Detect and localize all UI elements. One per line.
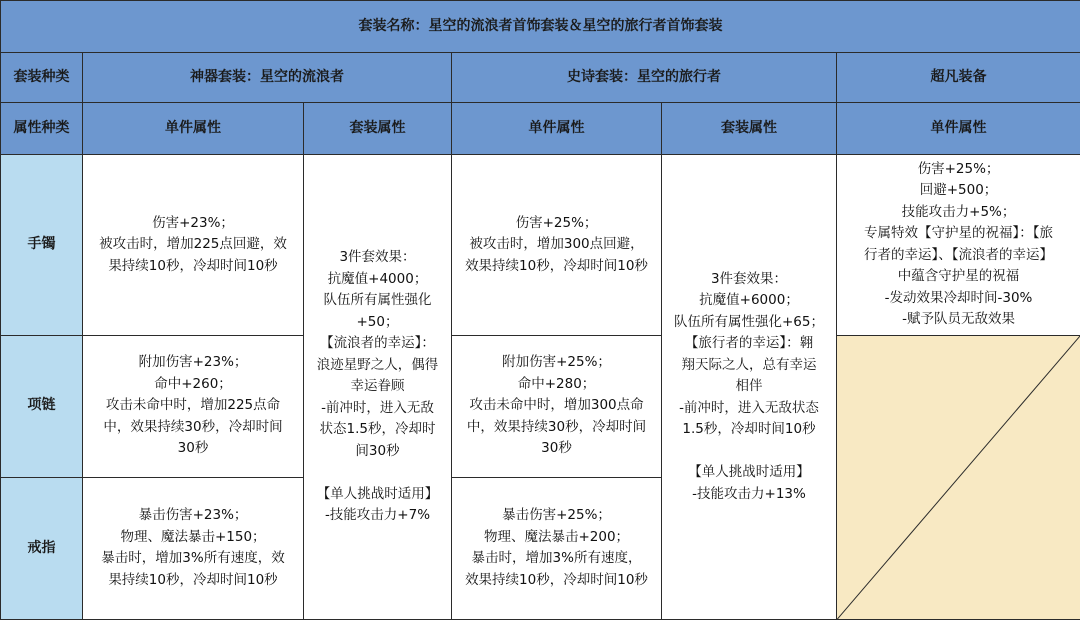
artifact-single-attr-header: 单件属性 [83,103,304,155]
artifact-ring-attrs: 暴击伤害+23%； 物理、魔法暴击+150； 暴击时，增加3%所有速度，效 果持续10秒，冷却时间10秒 [83,477,304,619]
epic-single-attr-header: 单件属性 [452,103,662,155]
diagonal-slash [837,336,1080,619]
slot-necklace: 项链 [1,335,83,477]
epic-set-effect: 3件套效果： 抗魔值+6000； 队伍所有属性强化+65； 【旅行者的幸运】：翱 翔天际之人，总有幸运 相伴 -前冲时，进入无敌状态 1.5秒，冷却时间10秒 【单人挑战时适用】 -技能攻击力+13% [662,155,837,620]
artifact-set-attr-header: 套装属性 [304,103,452,155]
artifact-necklace-attrs: 附加伤害+23%； 命中+260； 攻击未命中时，增加225点命 中，效果持续30秒，冷却时间 30秒 [83,335,304,477]
transcendent-bracelet-attrs: 伤害+25%； 回避+500； 技能攻击力+5%； 专属特效【守护星的祝福】：【旅 行者的幸运】、【流浪者的幸运】 中蕴含守护星的祝福 -发动效果冷却时间-30% -赋予队员无敌效果 [837,155,1080,335]
artifact-set-effect: 3件套效果： 抗魔值+4000； 队伍所有属性强化 +50； 【流浪者的幸运】： 浪迹星野之人，偶得 幸运眷顾 -前冲时，进入无敌 状态1.5秒，冷却时 间30秒 【单人挑战时适用】 -技能攻击力+7% [304,155,452,620]
epic-necklace-attrs: 附加伤害+25%； 命中+280； 攻击未命中时，增加300点命 中，效果持续30秒，冷却时间 30秒 [452,335,662,477]
transcendent-set-name: 超凡装备 [837,53,1080,103]
epic-set-attr-header: 套装属性 [662,103,837,155]
slot-ring: 戒指 [1,477,83,619]
epic-ring-attrs: 暴击伤害+25%； 物理、魔法暴击+200； 暴击时，增加3%所有速度， 效果持续10秒，冷却时间10秒 [452,477,662,619]
table-title: 套装名称：星空的流浪者首饰套装＆星空的旅行者首饰套装 [1,1,1080,53]
set-type-label: 套装种类 [1,53,83,103]
attr-type-label: 属性种类 [1,103,83,155]
transcendent-empty-slot [837,335,1080,619]
transcendent-single-attr-header: 单件属性 [837,103,1080,155]
epic-set-name: 史诗套装：星空的旅行者 [452,53,837,103]
slot-bracelet: 手镯 [1,155,83,335]
artifact-bracelet-attrs: 伤害+23%； 被攻击时，增加225点回避，效 果持续10秒，冷却时间10秒 [83,155,304,335]
epic-bracelet-attrs: 伤害+25%； 被攻击时，增加300点回避， 效果持续10秒，冷却时间10秒 [452,155,662,335]
artifact-set-name: 神器套装：星空的流浪者 [83,53,452,103]
